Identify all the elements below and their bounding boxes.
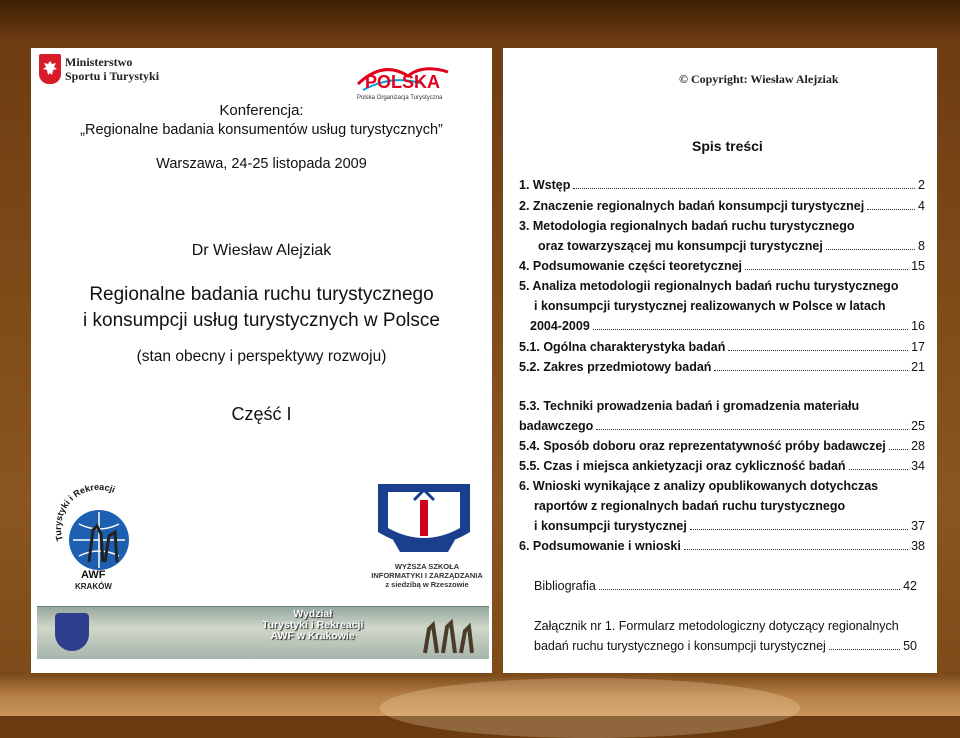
- toc-entry: 2004-2009 16: [530, 319, 925, 333]
- toc-entry: 5.5. Czas i miejsca ankietyzacji oraz cykliczność badań 34: [519, 459, 925, 473]
- banner-text: [262, 609, 363, 642]
- title-line1: Regionalne badania ruchu turystycznego: [89, 284, 434, 305]
- slide-frame-bottom: [0, 674, 960, 716]
- toc-entry: i konsumpcji turystycznej 37: [534, 519, 925, 533]
- toc-entry: 6. Podsumowanie i wnioski 38: [519, 539, 925, 553]
- toc-entry: 5.1. Ogólna charakterystyka badań 17: [519, 340, 925, 354]
- toc-entry: 5.3. Techniki prowadzenia badań i gromadzenia materiału: [519, 399, 860, 413]
- copyright-notice: © Copyright: Wiesław Alejziak: [679, 72, 839, 86]
- slide-frame-top: [0, 0, 960, 42]
- frame-arc-decoration: [380, 678, 800, 738]
- wsiz-logo: [376, 482, 472, 560]
- cover-page: [31, 48, 492, 673]
- ministry-logo: [39, 54, 159, 84]
- awf-ring-text: Turystyki i Rekreacji: [52, 481, 117, 543]
- part-label: Część I: [231, 404, 292, 424]
- toc-page: [503, 48, 937, 673]
- toc-entry: oraz towarzyszącej mu konsumpcji turystycznej 8: [538, 239, 925, 253]
- toc-entry: 4. Podsumowanie części teoretycznej 15: [519, 259, 925, 273]
- toc-entry: 6. Wnioski wynikające z analizy opublikowanych dotychczas: [519, 479, 879, 493]
- awf-faculty-logo: [43, 474, 153, 594]
- author-name: Dr Wiesław Alejziak: [191, 242, 332, 259]
- conference-label: Konferencja:: [219, 102, 304, 119]
- faculty-emblem-icon: [55, 613, 89, 651]
- ministry-line2: Sportu i Turystyki: [65, 69, 160, 83]
- polska-org-text: Polska Organizacja Turystyczna: [357, 95, 443, 101]
- subtitle: (stan obecny i perspektywy rozwoju): [136, 348, 387, 365]
- polish-eagle-icon: [39, 54, 61, 84]
- polska-logo-text: POLSKA: [365, 72, 441, 92]
- conference-place-date: Warszawa, 24-25 listopada 2009: [156, 156, 367, 172]
- toc-entry: 2. Znaczenie regionalnych badań konsumpcji turystycznej 4: [519, 199, 925, 213]
- toc-entry: i konsumpcji turystycznej realizowanych w Polsce w latach: [534, 299, 886, 313]
- toc-heading: Spis treści: [692, 138, 763, 154]
- hikers-figures-icon: [417, 615, 477, 655]
- ministry-line1: Ministerstwo: [65, 55, 133, 69]
- toc-entry: 1. Wstęp 2: [519, 178, 925, 192]
- toc-entry: 5.2. Zakres przedmiotowy badań 21: [519, 360, 925, 374]
- toc-entry: 5. Analiza metodologii regionalnych badań ruchu turystycznego: [519, 279, 899, 293]
- toc-entry: badań ruchu turystycznego i konsumpcji turystycznej 50: [534, 639, 917, 653]
- toc-entry: 5.4. Sposób doboru oraz reprezentatywność próby badawczej 28: [519, 439, 925, 453]
- banner-line3: AWF w Krakowie: [270, 630, 355, 642]
- wsiz-line3: z siedzibą w Rzeszowie: [385, 580, 469, 589]
- banner-line2: Turystyki i Rekreacji: [262, 619, 364, 631]
- wsiz-line1: WYŻSZA SZKOŁA: [394, 562, 460, 571]
- toc-entry: 3. Metodologia regionalnych badań ruchu turystycznego: [519, 219, 855, 233]
- toc-entry: badawczego 25: [519, 419, 925, 433]
- title-line2: i konsumpcji usług turystycznych w Polsce: [83, 310, 440, 331]
- awf-city: KRAKÓW: [75, 582, 112, 591]
- wsiz-line2: INFORMATYKI I ZARZĄDZANIA: [371, 571, 483, 580]
- toc-entry: Bibliografia 42: [534, 579, 917, 593]
- faculty-banner: [37, 606, 489, 659]
- banner-line1: Wydział: [293, 608, 333, 620]
- toc-entry: Załącznik nr 1. Formularz metodologiczny dotyczący regionalnych: [534, 619, 899, 633]
- awf-name: AWF: [81, 569, 106, 581]
- conference-title: „Regionalne badania konsumentów usług turystycznych”: [80, 122, 443, 138]
- toc-entry: raportów z regionalnych badań ruchu turystycznego: [534, 499, 846, 513]
